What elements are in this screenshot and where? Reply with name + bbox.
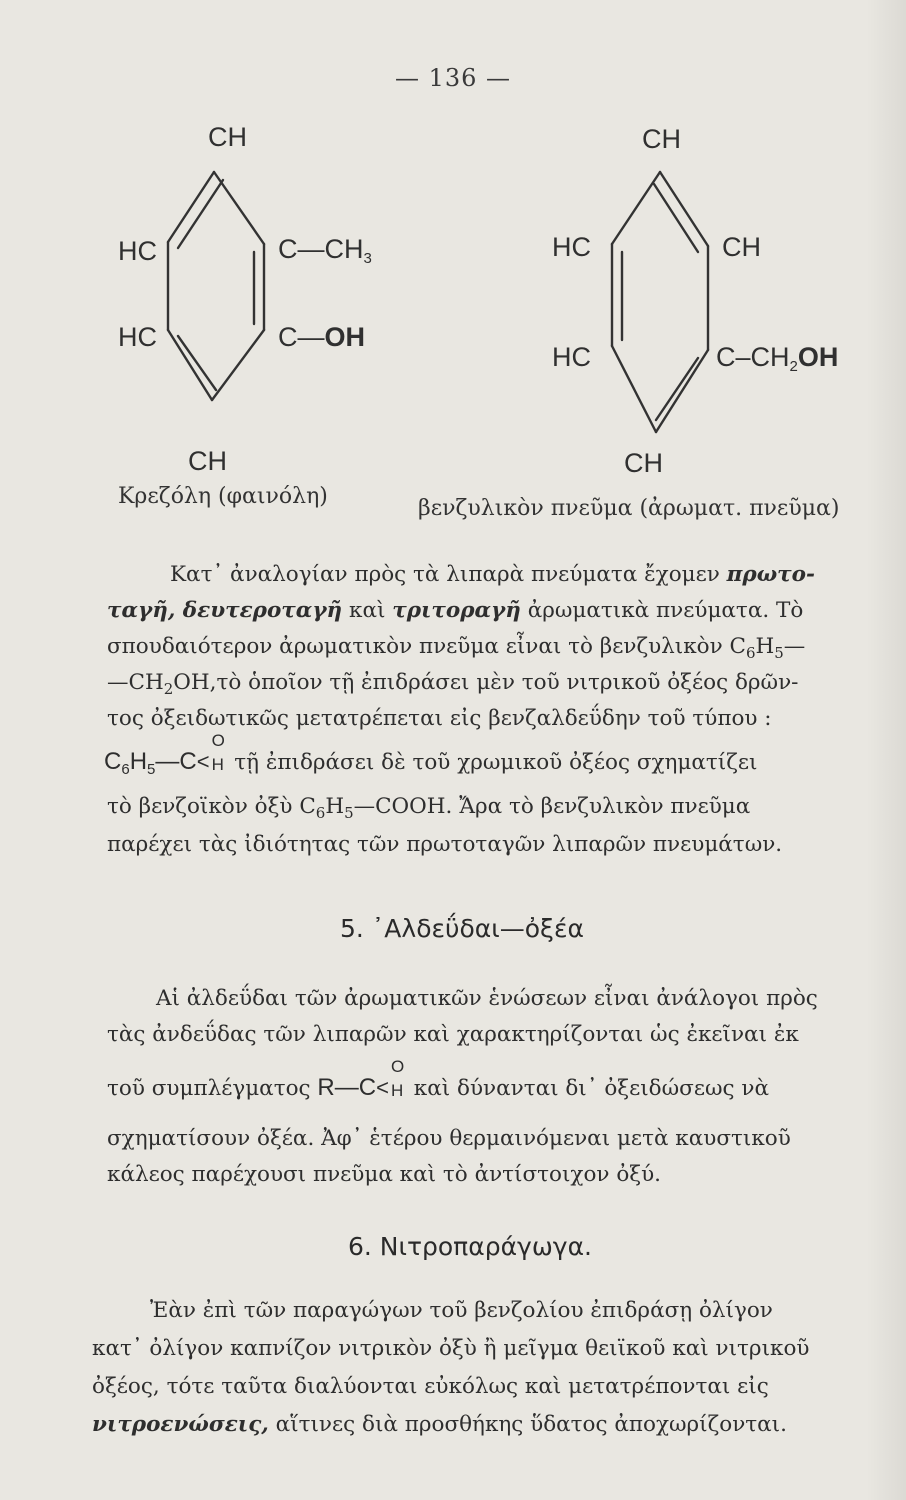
para1-line1: Κατ᾽ ἀναλογίαν πρὸς τὰ λιπαρὰ πνεύματα ἔχομεν πρωτο- (170, 562, 815, 587)
para1-line5: τος ὀξειδωτικῶς μετατρέπεται εἰς βενζαλδεΰδην τοῦ τύπου : (107, 706, 772, 731)
right-ring-bond-bottom-right (656, 350, 708, 432)
para1-line4: $—CH_2OH,\tau ὸ$ ὁποῖον τῇ ἐπιδράσει μὲν τοῦ νιτρικοῦ ὀξέος δρῶν- (107, 670, 799, 698)
section-heading-nitro-derivatives: 6. Νιτροπαράγωγα. (348, 1232, 593, 1261)
left-ring-bond-top-right (214, 172, 264, 244)
right-ring-lower-left-hc: HC (552, 342, 591, 372)
aldehyde-group-formula: R—C< O H (317, 1057, 405, 1101)
para1-line2: ταγῆ, δευτεροταγῆ καὶ τριτοραγῆ ἀρωματικὰ πνεύματα. Τὸ (107, 598, 804, 623)
para1-line8: παρέχει τὰς ἰδιότητας τῶν πρωτοταγῶν λιπαρῶν πνευμάτων. (107, 832, 783, 857)
para2-line3: τοῦ συμπλέγματος R—C< O H καὶ δύνανται δι᾽ ὀξειδώσεως νὰ (107, 1057, 769, 1101)
para3-line4: νιτροενώσεις, αἵτινες διὰ προσθήκης ὕδατος ἀποχωρίζονται. (92, 1412, 787, 1437)
left-ring-lower-left-hc: HC (118, 322, 157, 352)
left-ring-bottom-ch: CH (188, 446, 227, 476)
para3-line1: Ἐὰν ἐπὶ τῶν παραγώγων τοῦ βενζολίου ἐπιδράσῃ ὀλίγον (150, 1298, 773, 1323)
right-ring-upper-left-hc: HC (552, 232, 591, 262)
section-heading-aldehydes: 5. ᾿Αλδεΰδαι—ὀξέα (340, 914, 584, 943)
left-ring-bond-bottom-left (168, 330, 212, 400)
page-number: — 136 — (394, 64, 512, 92)
right-ring-bond-top-right (660, 172, 708, 246)
para1-line3: σπουδαιότερον ἀρωματικὸν πνεῦμα εἶναι τὸ βενζυλικὸν $C_6H_5—$ (107, 634, 806, 662)
left-structure-caption: Κρεζόλη (φαινόλη) (118, 484, 328, 509)
para1-line7: τὸ βενζοϊκὸν ὀξὺ $C_6H_5—COOH$. Ἄρα τὸ βενζυλικὸν πνεῦμα (107, 794, 751, 822)
right-ring-bond-top-left (612, 172, 660, 244)
para2-line1: Αἱ ἀλδεΰδαι τῶν ἀρωματικῶν ἑνώσεων εἶναι ἀνάλογοι πρὸς (156, 986, 818, 1011)
para3-line3: ὀξέος, τότε ταῦτα διαλύονται εὐκόλως καὶ μετατρέπονται εἰς (92, 1374, 769, 1399)
right-ring-bottom-ch: CH (624, 448, 663, 478)
right-structure-caption: βενζυλικὸν πνεῦμα (ἀρωματ. πνεῦμα) (418, 496, 840, 521)
para2-line5: κάλεος παρέχουσι πνεῦμα καὶ τὸ ἀντίστοιχον ὀξύ. (107, 1162, 662, 1187)
para1-line6: $C_6H_5—C<$ O H τῇ ἐπιδράσει δὲ τοῦ χρωμικοῦ ὀξέος σχηματίζει (104, 731, 758, 778)
right-ring-lower-right-ch2oh: $C-CH_2OH$ (716, 342, 839, 375)
left-ring-bond-bottom-right (212, 330, 264, 400)
left-ring-lower-right-oh: C—OH (278, 322, 365, 352)
para2-line4: σχηματίσουν ὀξέα. Ἀφ᾽ ἑτέρου θερμαινόμεναι μετὰ καυστικοῦ (107, 1126, 791, 1151)
para3-line2: κατ᾽ ὀλίγον καπνίζον νιτρικὸν ὀξὺ ἢ μεῖγμα θειϊκοῦ καὶ νιτρικοῦ (92, 1336, 810, 1361)
right-ring-upper-right-ch: CH (722, 232, 761, 262)
left-ring-upper-right-ch3: $C—CH_3$ (278, 234, 372, 267)
right-ring-top-ch: CH (642, 124, 681, 154)
para2-line2: τὰς ἀνδεΰδας τῶν λιπαρῶν καὶ χαρακτηρίζονται ὡς ἐκεῖναι ἐκ (107, 1022, 799, 1047)
left-ring-upper-left-hc: HC (118, 236, 157, 266)
left-ring-bond-top-left (168, 172, 214, 242)
right-ring-bond-bottom-left (612, 346, 656, 432)
benzaldehyde-formula: $C_6H_5—C<$ O H (104, 731, 225, 778)
left-ring-top-ch: CH (208, 122, 247, 152)
